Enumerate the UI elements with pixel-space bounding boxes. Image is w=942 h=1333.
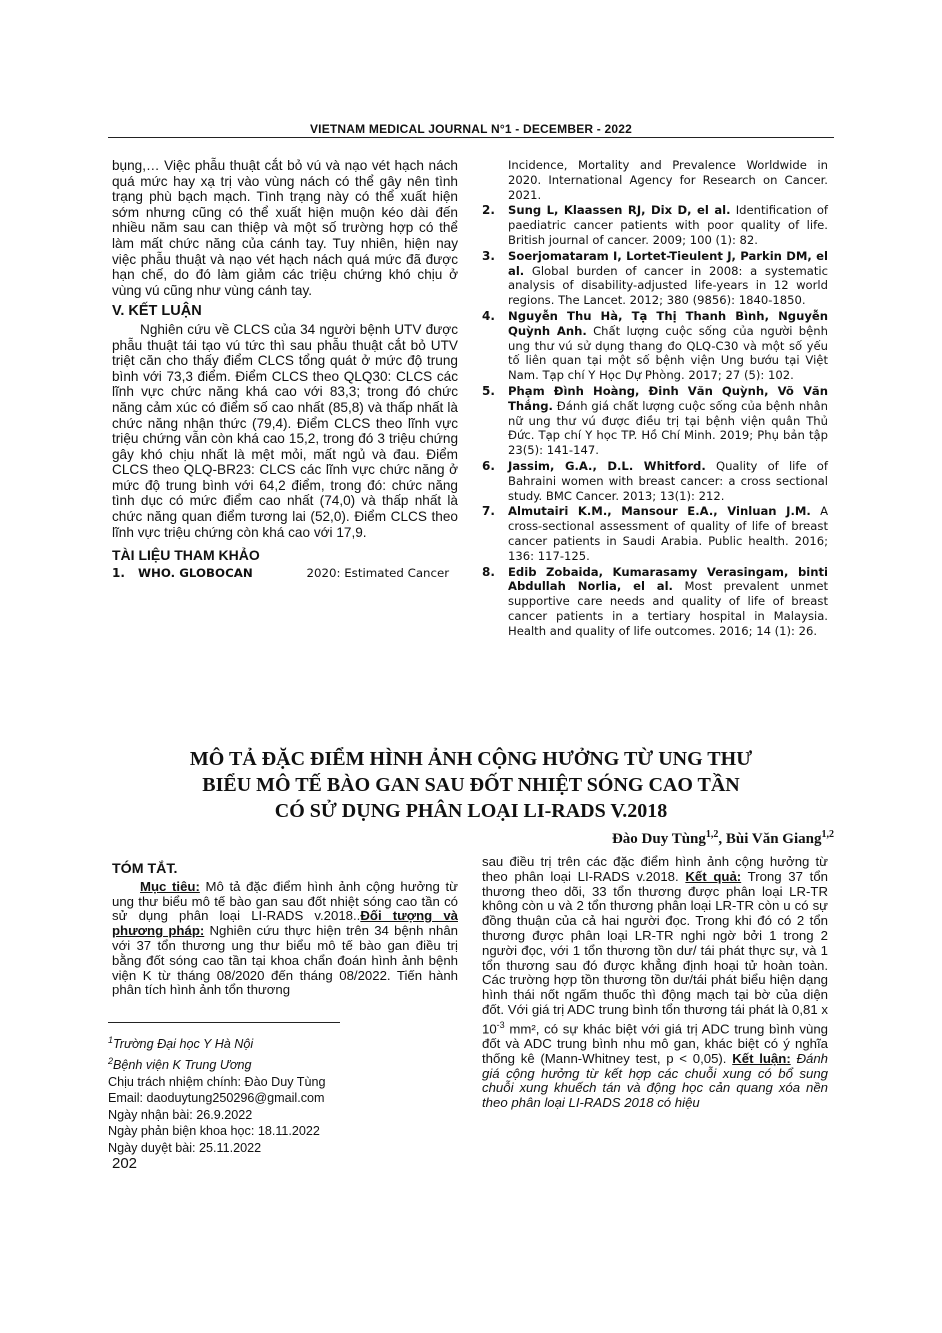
reference-number: 4. — [482, 308, 495, 323]
header-rule — [108, 137, 834, 138]
reference-text: Chất lượng cuộc sống của người bệnh ung thư vú sử dụng thang đo QLQ-C30 và một số yếu tố liên quan tại một số bệnh viện Ung bướu tại Việt Nam. Tạp chí Y Học Dự Phòng. 2017; 27 (5): 102. — [508, 323, 828, 383]
reference-item — [482, 203, 828, 247]
reference-list — [482, 158, 828, 640]
reference-item — [482, 384, 828, 458]
title-line: CÓ SỬ DỤNG PHÂN LOẠI LI-RADS V.2018 — [274, 800, 668, 822]
reference-item — [482, 459, 828, 503]
label-conclusion: Kết luận: — [732, 1050, 791, 1066]
footnotes — [108, 1032, 428, 1157]
reference-authors: Sung L, Klaassen RJ, Dix D, el al. — [508, 203, 731, 218]
affiliation-2: $^2$Bệnh viện K Trung Ương — [108, 1055, 252, 1072]
body-paragraph: bụng,… Việc phẫu thuật cắt bỏ vú và nạo vét hạch nách quá mức hay xạ trị vào vùng nách có thể gây nên tình trạng phù bạch mạch. Tình trạng này có thể xuất hiện sớm nhưng cũng có thể xuất hiện muộn kéo dài đến nhiều năm sau can thiệp và một số trường hợp có thể làm mất chức năng của cánh tay. Tuy nhiên, hiện nay việc phẫu thuật và nạo vét hạch nách quá mức đã được hạn chế, do đó làm giảm các triệu chứng khó chịu ở vùng vú cũng như vùng cánh tay. — [112, 158, 458, 298]
reference-item — [112, 566, 458, 582]
reference-item — [482, 309, 828, 383]
reference-number: 6. — [482, 458, 495, 473]
reference-text: Global burden of cancer in 2008: a systematic analysis of disability-adjusted life-years in 12 world regions. The Lancet. 2012; 380 (9856): 1840-1850. — [508, 263, 828, 308]
reference-number: 2. — [482, 203, 495, 218]
reference-text: Most prevalent unmet supportive care needs and quality of life of breast cancer patients in a tertiary hospital in Malaysia. Health and quality of life outcomes. 2016; 14 (1): 26. — [508, 579, 828, 638]
reference-item — [482, 158, 828, 202]
reference-item — [482, 565, 828, 639]
reference-text: Incidence, Mortality and Prevalence Worldwide in 2020. International Agency for Research on Cancer. 2021. — [508, 158, 828, 202]
author-affiliation: 1,2 — [821, 829, 834, 840]
label-methods: Đối tượng và phương pháp: — [112, 908, 458, 939]
responsible-author: Chịu trách nhiệm chính: Đào Duy Tùng — [108, 1074, 326, 1089]
author-name: Đào Duy Tùng — [611, 831, 706, 847]
abstract-paragraph: Mục tiêu: Mô tả đặc điểm hình ảnh cộng hưởng từ ung thư biểu mô tế bào gan sau đốt nhiệt sóng cao tần có sử dụng phân loại LI-RADS v.2018..Đối tượng và phương pháp: Nghiên cứu thực hiện trên 34 bệnh nhân với 37 tổn thương ung thư biểu mô tế bào gan điều trị bằng đốt sóng cao tần tại khoa chẩn đoán hình ảnh bệnh viện K từ tháng 08/2020 đến tháng 08/2022. Tiến hành phân tích hình ảnh tổn thương — [112, 878, 459, 998]
reference-authors: Almutairi K.M., Mansour E.A., Vinluan J.M. — [508, 504, 811, 519]
reference-item — [482, 504, 828, 563]
reference-authors: Jassim, G.A., D.L. Whitford. — [508, 458, 706, 473]
reference-authors: WHO. GLOBOCAN — [138, 565, 253, 580]
section-heading-references: TÀI LIỆU THAM KHẢO — [112, 547, 260, 564]
title-line: MÔ TẢ ĐẶC ĐIỂM HÌNH ẢNH CỘNG HƯỞNG TỪ UNG THƯ — [189, 748, 753, 770]
reference-authors: Soerjomataram I, Lortet-Tieulent J, Parkin DM, el al. — [508, 248, 828, 278]
reference-number: 5. — [482, 383, 495, 398]
page-number: 202 — [112, 1155, 138, 1172]
reference-number: 7. — [482, 504, 495, 519]
reference-text: Identification of paediatric cancer patients with poor quality of life. British journal of cancer. 2009; 100 (1): 82. — [508, 203, 829, 247]
author-affiliation: 1,2 — [705, 829, 719, 840]
author-list: Đào Duy Tùng$^{1,2}$, Bùi Văn Giang$^{1,2}$ — [611, 829, 834, 847]
article-title — [150, 746, 792, 824]
email: Email: daoduytung250296@gmail.com — [108, 1091, 325, 1106]
reference-number: 8. — [482, 564, 495, 579]
author-name: Bùi Văn Giang — [725, 831, 822, 847]
reference-item — [482, 249, 828, 308]
body-paragraph: Nghiên cứu về CLCS của 34 người bệnh UTV được phẫu thuật tái tạo vú tức thì sau phẫu thuật cắt bỏ UTV triệt căn cho thấy điểm CLCS tổng quát ở mức độ trung bình với 73,3 điểm. Điểm CLCS theo QLQ30: CLCS các lĩnh vực chức năng khá cao với 83,3; trong đó chức năng cảm xúc có điểm số cao nhất (85,8) và thấp nhất là chức năng nhận thức (79,4). Điểm CLCS theo lĩnh vực triệu chứng vẫn còn khá cao 15,2, trong đó 3 triệu chứng gây khó chịu nhất là mệt mỏi, mất ngủ và đau. Điểm CLCS theo QLQ-BR23: CLCS các lĩnh vực chức năng ở mức độ trung bình với 64,2 điểm, trong đó: chức năng tình dục có mức điểm cao nhất (74,0) và thấp nhất là chức năng quan điểm tương lai (52,0). Điểm CLCS theo lĩnh vực triệu chứng còn khá cao với 17,9. — [112, 321, 458, 540]
reference-text: A cross-sectional assessment of quality of life of breast cancer patients in Saudi Arabia. Public health. 2016; 136: 117-125. — [508, 504, 828, 563]
title-line: BIỂU MÔ TẾ BÀO GAN SAU ĐỐT NHIỆT SÓNG CAO TẦN — [202, 774, 740, 796]
label-results: Kết quả: — [685, 868, 742, 884]
reference-text: Quality of life of Bahraini women with breast cancer: a cross sectional study. BMC Cancer. 2013; 13(1): 212. — [508, 458, 828, 503]
reference-number: 3. — [482, 248, 495, 263]
reference-authors: Edib Zobaida, Kumarasamy Verasingam, binti Abdullah Norlia, el al. — [508, 564, 828, 594]
affiliation-1: $^1$Trường Đại học Y Hà Nội — [108, 1035, 254, 1052]
date-received: Ngày nhận bài: 26.9.2022 — [108, 1107, 253, 1122]
reference-authors: Phạm Đình Hoàng, Đinh Văn Quỳnh, Võ Văn Thắng. — [508, 383, 828, 413]
abstract-paragraph: sau điều trị trên các đặc điểm hình ảnh cộng hưởng từ theo phân loại LI-RADS v.2018. Kết quả: Trong 37 tổn thương theo dõi, 33 tổn thương được phân loại LR-TR không còn u và 2 tổn thương phân loại LR-TR còn u có sự đồng thuận của cả hai người đọc. Trong khi đó có 2 tổn thương được phân loại LR-TR nghi ngờ bởi 1 trong 2 người đọc, với 1 tổn thương tồn dư/ tái phát thực sự, và 1 tổn thương sau đó được khẳng định hoại tử hoàn toàn. Các trường hợp tồn thương tồn dư/tái phát biểu hiện dạng hình thái nốt ngấm thuốc thì động mạch tại bờ của diện đốt. Với giá trị ADC trung bình tổn thương tái phát là 0,81 x $10^{-3}$ mm², có sự khác biệt với giá trị ADC trung bình vùng đốt và ADC trung bình nhu mô gan, khác biệt có ý nghĩa thống kê (Mann-Whitney test, p < 0,05). Kết luận: Đánh giá cộng hưởng từ kết hợp các chuỗi xung có bổ sung chuỗi xung khuếch tán và động học cản quang xóa nền theo phân loại LI-RADS 2018 có hiệu — [482, 854, 829, 1111]
date-approved: Ngày duyệt bài: 25.11.2022 — [108, 1140, 262, 1155]
abstract-right — [482, 855, 828, 1111]
reference-text: Đánh giá chất lượng cuộc sống của bệnh nhân nữ ung thư vú được điều trị tại bệnh viện quân Thủ Đức. Tạp chí Y học TP. Hồ Chí Minh. 2019; Phụ bản tập 23(5): 141-147. — [508, 398, 828, 458]
abstract-heading: TÓM TẮT. — [112, 861, 178, 877]
reference-authors: Nguyễn Thu Hà, Tạ Thị Thanh Bình, Nguyễn Quỳnh Anh. — [508, 308, 828, 338]
date-reviewed: Ngày phản biện khoa học: 18.11.2022 — [108, 1124, 320, 1139]
footnote-rule — [108, 1022, 340, 1023]
left-column — [112, 158, 458, 581]
section-heading-conclusion: V. KẾT LUẬN — [112, 303, 202, 320]
reference-text: 2020: Estimated Cancer — [302, 565, 450, 580]
label-objective: Mục tiêu: — [140, 878, 200, 894]
reference-number: 1. — [112, 565, 125, 580]
abstract-left — [112, 862, 458, 998]
journal-header: VIETNAM MEDICAL JOURNAL N°1 - DECEMBER - 2022 — [309, 122, 633, 136]
